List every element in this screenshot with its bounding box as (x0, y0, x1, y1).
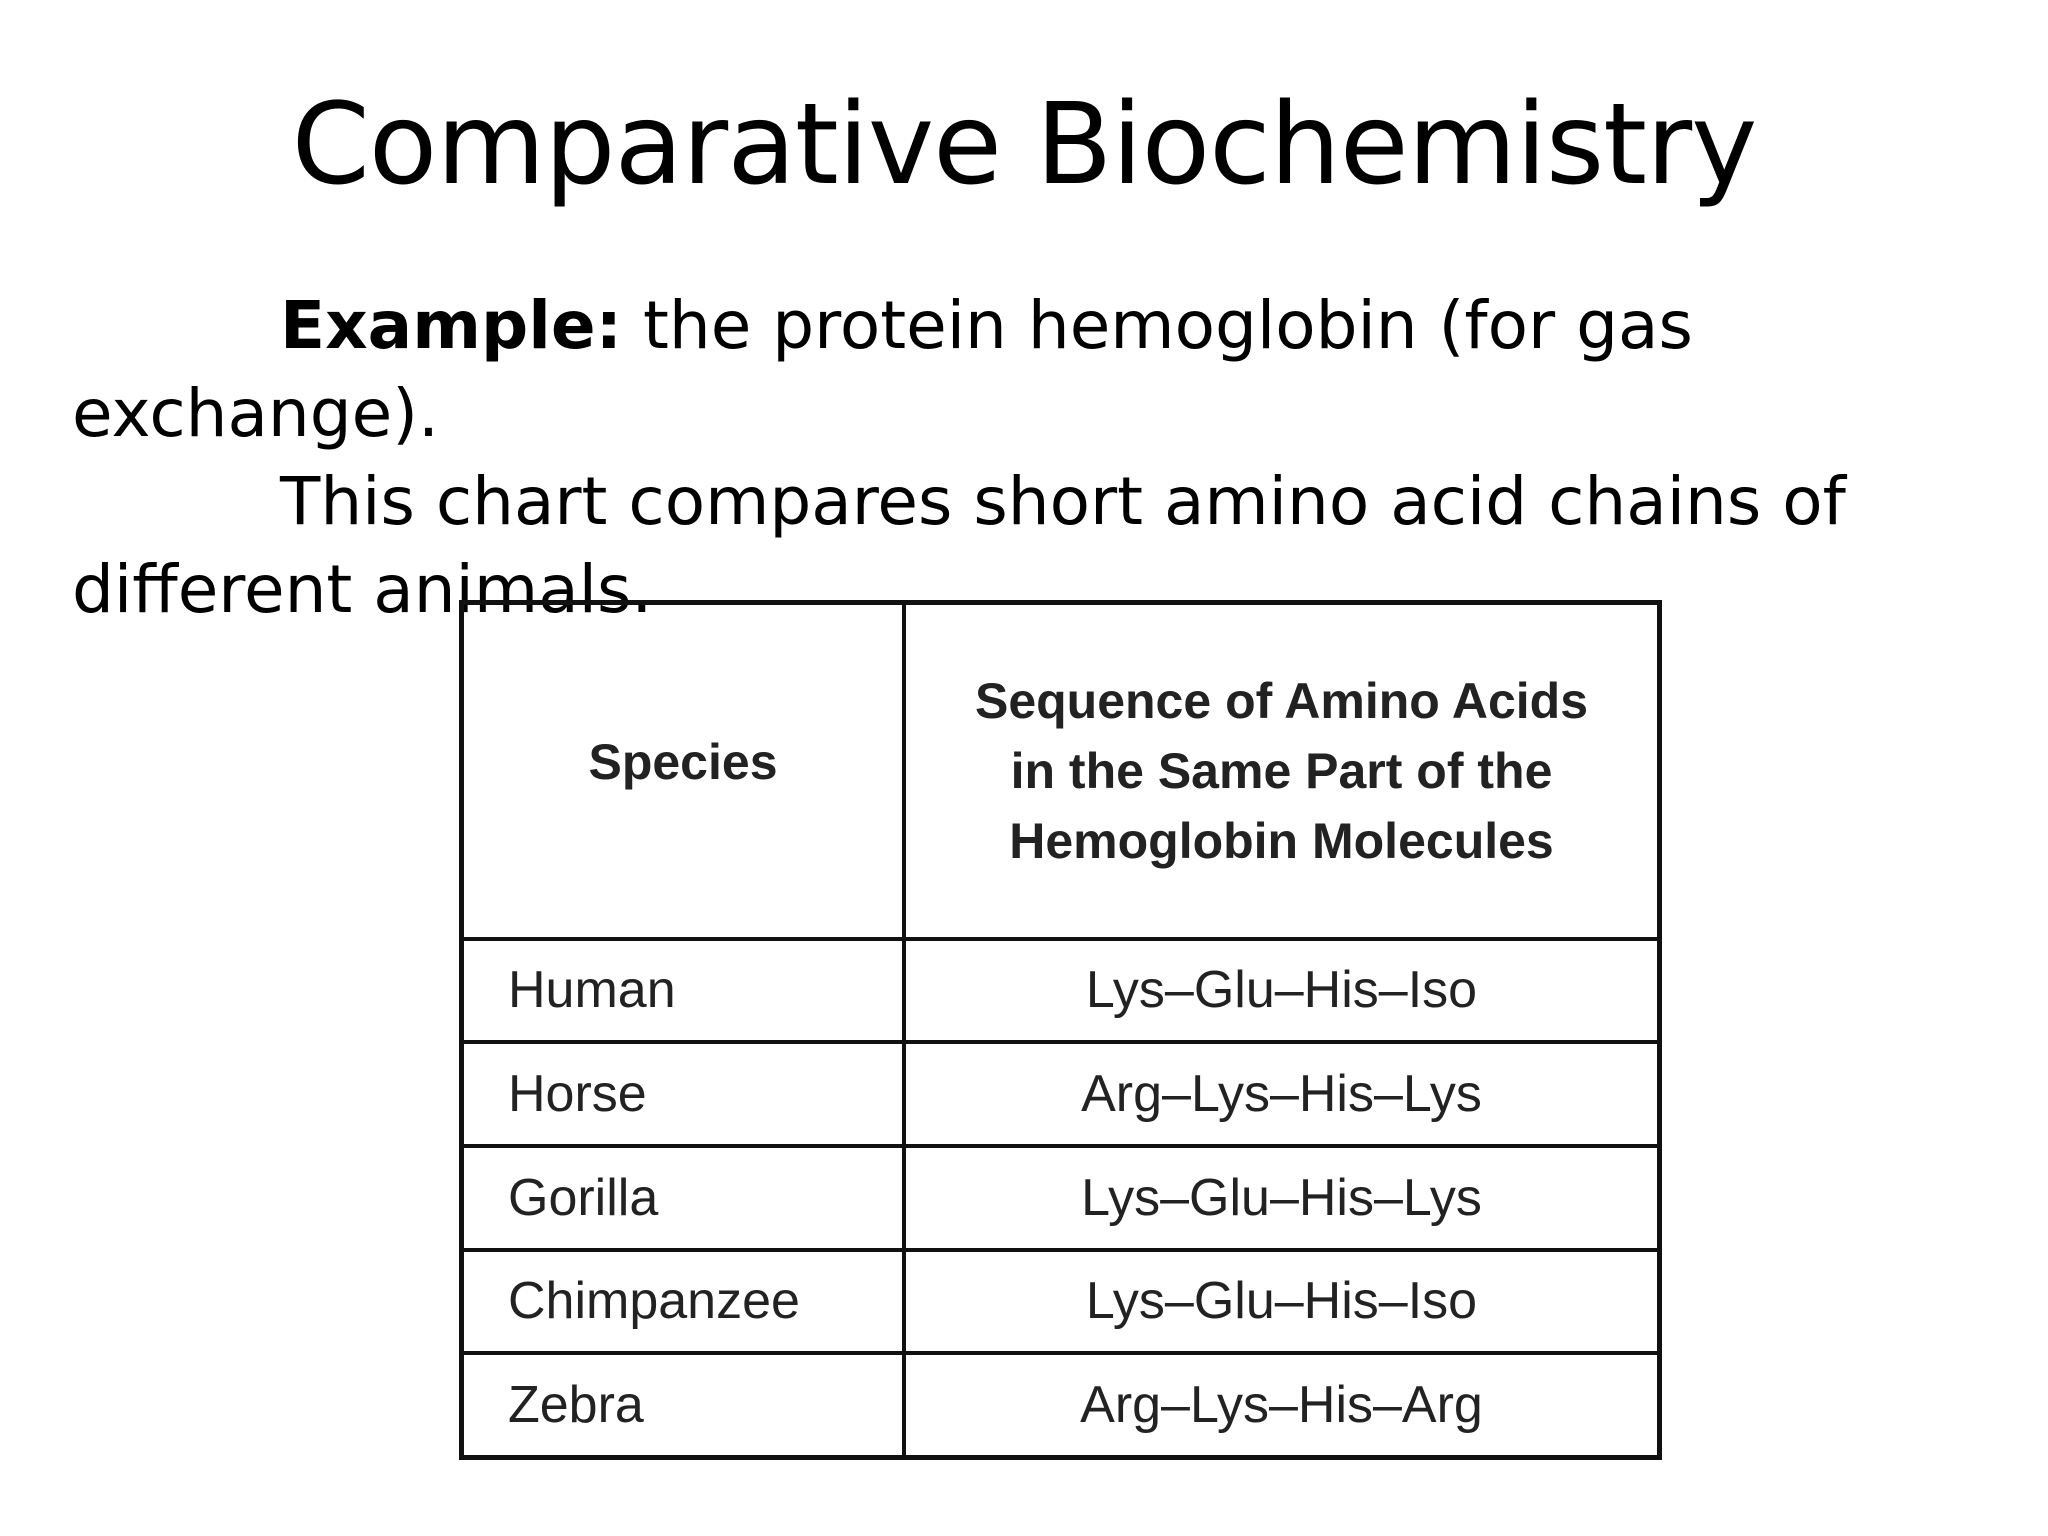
table-row (462, 1250, 1660, 1354)
example-label: Example: (280, 287, 622, 364)
table-row (462, 1042, 1660, 1146)
intro-line-1 (72, 282, 2032, 458)
sequence-cell: Lys–Glu–His–Iso (904, 1250, 1660, 1354)
sequence-cell: Lys–Glu–His–Iso (904, 939, 1660, 1043)
intro-line-2 (72, 458, 2032, 546)
species-cell: Zebra (462, 1353, 905, 1457)
table-row (462, 939, 1660, 1043)
hemoglobin-table (459, 600, 1662, 1460)
sequence-cell: Arg–Lys–His–Arg (904, 1353, 1660, 1457)
species-column-header: Species (462, 603, 905, 939)
sequence-cell: Lys–Glu–His–Lys (904, 1146, 1660, 1250)
table-row (462, 1353, 1660, 1457)
species-cell: Horse (462, 1042, 905, 1146)
table-header-row (462, 603, 1660, 939)
table-row (462, 1146, 1660, 1250)
intro-text (72, 282, 2032, 634)
species-cell: Chimpanzee (462, 1250, 905, 1354)
species-cell: Gorilla (462, 1146, 905, 1250)
sequence-cell: Arg–Lys–His–Lys (904, 1042, 1660, 1146)
sequence-column-header: Sequence of Amino Acids in the Same Part of the Hemoglobin Molecules (904, 603, 1660, 939)
intro-line-2-text: This chart compares short amino acid chains of (280, 463, 1846, 540)
intro-line-1-text: the protein hemoglobin (for gas exchange). (72, 287, 1693, 452)
intro-line-3: different animals. (72, 551, 653, 628)
species-cell: Human (462, 939, 905, 1043)
slide-title: Comparative Biochemistry (291, 80, 1757, 210)
